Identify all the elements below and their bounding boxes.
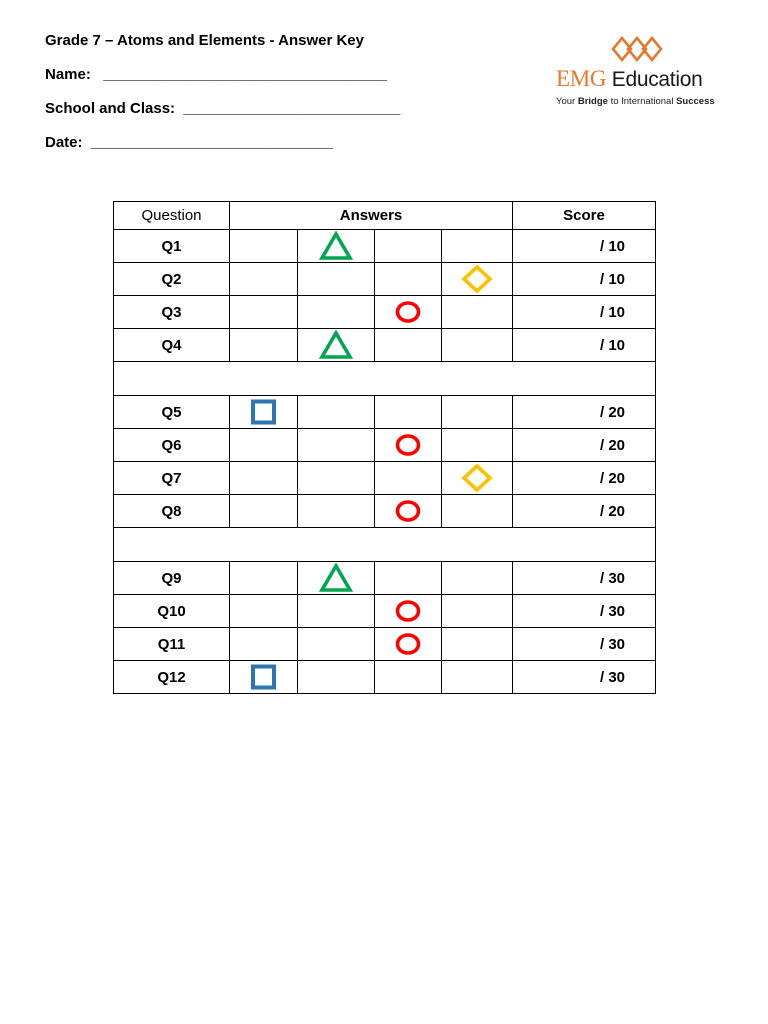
question-number: Q7	[114, 462, 230, 495]
answer-cell-triangle[interactable]	[298, 562, 375, 595]
answer-cell-circle[interactable]	[375, 296, 442, 329]
answer-cell-square[interactable]	[230, 296, 298, 329]
table-row	[114, 263, 656, 296]
answer-cell-triangle[interactable]	[298, 263, 375, 296]
answer-cell-square[interactable]	[230, 230, 298, 263]
answer-cell-diamond[interactable]	[442, 595, 513, 628]
name-field[interactable]	[45, 66, 387, 83]
logo-emg: EMG	[556, 66, 607, 91]
answer-cell-circle[interactable]	[375, 595, 442, 628]
answer-cell-circle[interactable]	[375, 562, 442, 595]
answer-cell-circle[interactable]	[375, 230, 442, 263]
table-row	[114, 562, 656, 595]
square-icon	[250, 399, 278, 425]
answer-cell-triangle[interactable]	[298, 661, 375, 694]
circle-icon	[393, 598, 423, 624]
square-shape	[253, 402, 274, 423]
section-separator-cell	[114, 528, 656, 562]
answer-cell-triangle[interactable]	[298, 495, 375, 528]
answer-cell-diamond[interactable]	[442, 230, 513, 263]
section-separator-row	[114, 362, 656, 396]
question-number: Q12	[114, 661, 230, 694]
question-number: Q2	[114, 263, 230, 296]
triangle-shape	[322, 566, 350, 590]
answer-cell-triangle[interactable]	[298, 595, 375, 628]
score-cell[interactable]: / 20	[513, 396, 656, 429]
circle-shape	[398, 635, 419, 653]
answer-cell-circle[interactable]	[375, 462, 442, 495]
answer-cell-square[interactable]	[230, 628, 298, 661]
circle-shape	[398, 502, 419, 520]
answer-cell-triangle[interactable]	[298, 230, 375, 263]
answer-cell-square[interactable]	[230, 595, 298, 628]
question-number: Q9	[114, 562, 230, 595]
tagline-part: to International	[607, 96, 677, 107]
score-cell[interactable]: / 20	[513, 495, 656, 528]
answer-cell-diamond[interactable]	[442, 661, 513, 694]
table-row	[114, 595, 656, 628]
question-number: Q3	[114, 296, 230, 329]
answer-cell-circle[interactable]	[375, 661, 442, 694]
triangle-icon	[318, 231, 354, 261]
table-row	[114, 230, 656, 263]
tagline-part: Your	[556, 96, 578, 107]
diamond-shape	[464, 267, 490, 291]
logo-brand	[556, 66, 702, 92]
question-header: Question	[114, 202, 230, 230]
circle-icon	[393, 299, 423, 325]
answer-cell-triangle[interactable]	[298, 329, 375, 362]
emg-education-logo	[554, 34, 724, 114]
answer-cell-triangle[interactable]	[298, 429, 375, 462]
table-row	[114, 329, 656, 362]
answer-cell-circle[interactable]	[375, 396, 442, 429]
name-blank[interactable]: __________________________________	[103, 66, 388, 83]
question-number: Q11	[114, 628, 230, 661]
section-separator-row	[114, 528, 656, 562]
page-title: Grade 7 – Atoms and Elements - Answer Key	[45, 32, 364, 49]
circle-shape	[398, 303, 419, 321]
score-cell[interactable]: / 30	[513, 562, 656, 595]
school-class-field[interactable]	[45, 100, 400, 117]
tagline-part: Bridge	[577, 96, 608, 107]
answer-cell-diamond[interactable]	[442, 562, 513, 595]
circle-shape	[398, 436, 419, 454]
answer-cell-square[interactable]	[230, 429, 298, 462]
question-number: Q1	[114, 230, 230, 263]
answer-cell-square[interactable]	[230, 329, 298, 362]
circle-icon	[393, 498, 423, 524]
circle-icon	[393, 432, 423, 458]
answer-cell-square[interactable]	[230, 462, 298, 495]
question-number: Q6	[114, 429, 230, 462]
answer-cell-diamond[interactable]	[442, 329, 513, 362]
table-row	[114, 495, 656, 528]
score-cell[interactable]: / 10	[513, 263, 656, 296]
answer-key-table	[113, 201, 656, 694]
score-cell[interactable]: / 10	[513, 329, 656, 362]
answer-cell-diamond[interactable]	[442, 628, 513, 661]
triangle-icon	[318, 330, 354, 360]
table-row	[114, 429, 656, 462]
answer-cell-circle[interactable]	[375, 495, 442, 528]
square-shape	[253, 667, 274, 688]
question-number: Q10	[114, 595, 230, 628]
question-number: Q5	[114, 396, 230, 429]
school-class-blank[interactable]: __________________________	[183, 100, 401, 117]
tagline-part: Success	[676, 96, 715, 107]
logo-tagline	[556, 96, 715, 107]
answer-cell-diamond[interactable]	[442, 263, 513, 296]
table-row	[114, 628, 656, 661]
answer-cell-square[interactable]	[230, 495, 298, 528]
answers-header: Answers	[230, 202, 513, 230]
answer-cell-diamond[interactable]	[442, 462, 513, 495]
date-blank[interactable]: _____________________________	[90, 134, 333, 151]
score-header: Score	[513, 202, 656, 230]
question-number: Q4	[114, 329, 230, 362]
answer-cell-diamond[interactable]	[442, 495, 513, 528]
answer-cell-circle[interactable]	[375, 329, 442, 362]
answer-cell-square[interactable]	[230, 263, 298, 296]
table-header-row	[114, 202, 656, 230]
answer-cell-triangle[interactable]	[298, 628, 375, 661]
date-label: Date:	[45, 134, 83, 151]
table-row	[114, 661, 656, 694]
circle-icon	[393, 631, 423, 657]
triangle-shape	[322, 234, 350, 258]
answer-cell-square[interactable]	[230, 562, 298, 595]
diamond-icon	[459, 264, 495, 294]
answer-cell-square[interactable]	[230, 661, 298, 694]
school-class-label: School and Class:	[45, 100, 176, 117]
answer-cell-circle[interactable]	[375, 628, 442, 661]
answer-cell-circle[interactable]	[375, 429, 442, 462]
score-cell[interactable]: / 20	[513, 462, 656, 495]
section-separator-cell	[114, 362, 656, 396]
triangle-shape	[322, 333, 350, 357]
score-cell[interactable]: / 10	[513, 296, 656, 329]
chain-link-icon	[610, 34, 668, 64]
table-row	[114, 396, 656, 429]
answer-cell-diamond[interactable]	[442, 429, 513, 462]
answer-cell-triangle[interactable]	[298, 296, 375, 329]
score-cell[interactable]: / 30	[513, 661, 656, 694]
date-field[interactable]	[45, 134, 333, 151]
triangle-icon	[318, 563, 354, 593]
score-cell[interactable]: / 10	[513, 230, 656, 263]
logo-education: Education	[606, 68, 703, 91]
answer-cell-circle[interactable]	[375, 263, 442, 296]
question-number: Q8	[114, 495, 230, 528]
table-row	[114, 462, 656, 495]
score-cell[interactable]: / 30	[513, 595, 656, 628]
name-label: Name:	[45, 66, 91, 83]
square-icon	[250, 664, 278, 690]
answer-cell-triangle[interactable]	[298, 396, 375, 429]
score-cell[interactable]: / 20	[513, 429, 656, 462]
diamond-shape	[464, 466, 490, 490]
table-row	[114, 296, 656, 329]
diamond-icon	[459, 463, 495, 493]
answer-cell-triangle[interactable]	[298, 462, 375, 495]
circle-shape	[398, 602, 419, 620]
answer-cell-diamond[interactable]	[442, 396, 513, 429]
answer-cell-diamond[interactable]	[442, 296, 513, 329]
answer-cell-square[interactable]	[230, 396, 298, 429]
score-cell[interactable]: / 30	[513, 628, 656, 661]
